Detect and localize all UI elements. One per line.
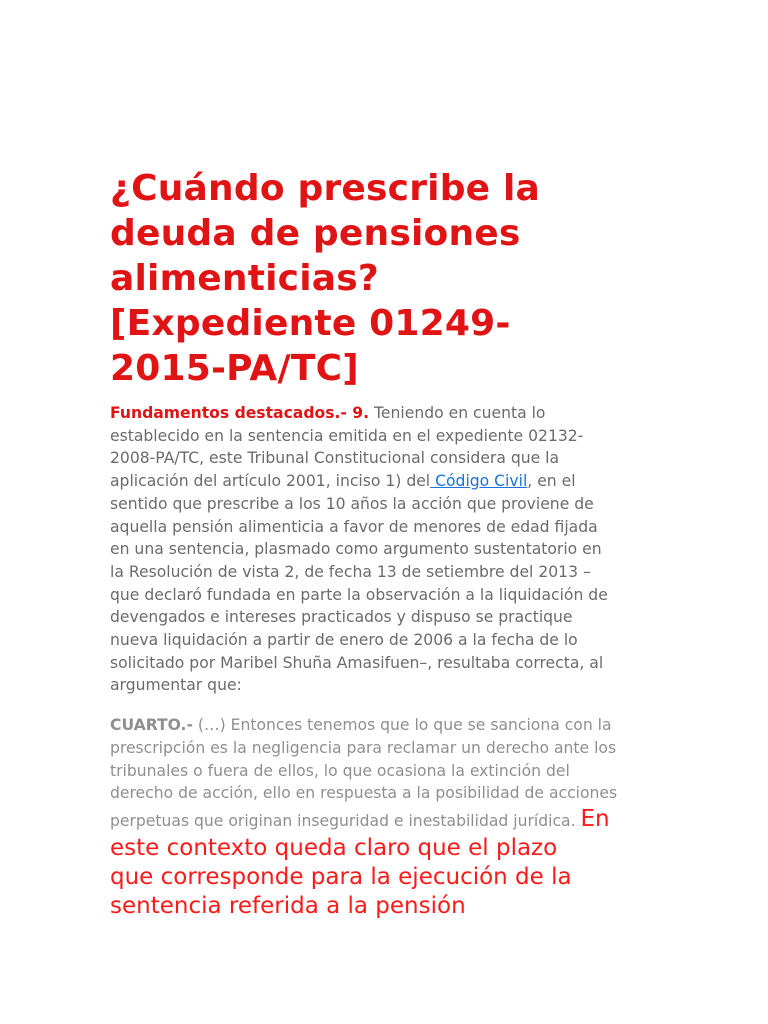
paragraph-line: tribunales o fuera de ellos, lo que ocasiona la extinción del [110,761,570,780]
article-body [110,166,658,921]
paragraph-line [110,714,658,737]
paragraph-line: que declaró fundada en parte la observación a la liquidación de [110,585,608,604]
paragraph-text: Teniendo en cuenta lo [369,404,546,422]
paragraph-line: derecho de acción, ello en respuesta a la posibilidad de acciones [110,784,618,803]
title-line: [Expediente 01249- [110,303,511,344]
emphasis-line: que corresponde para la ejecución de la [110,863,572,890]
codigo-civil-link[interactable]: Código Civil [430,472,528,491]
paragraph-line: argumentar que: [110,676,242,695]
paragraph-line: aquella pensión alimenticia a favor de menores de edad fijada [110,517,598,536]
title-line: alimenticias? [110,258,379,299]
paragraph-text: aplicación del artículo 2001, inciso 1) del [110,472,431,491]
paragraph-text: , en el [527,472,576,491]
paragraph-fundamentos [110,402,658,697]
emphasis-text: En [580,805,610,832]
emphasis-line: este contexto queda claro que el plazo [110,834,558,861]
cuarto-label: CUARTO.- [110,716,193,735]
paragraph-line: la Resolución de vista 2, de fecha 13 de setiembre del 2013 – [110,562,591,581]
paragraph-cuarto-quote [110,714,658,921]
paragraph-text: (…) Entonces tenemos que lo que se sanciona con la [192,716,612,735]
paragraph-text: perpetuas que originan inseguridad e inestabilidad jurídica. [110,811,581,830]
title-line: deuda de pensiones [110,213,521,254]
paragraph-line: sentido que prescribe a los 10 años la acción que proviene de [110,494,594,513]
article-title [110,166,658,391]
paragraph-line: establecido en la sentencia emitida en el expediente 02132- [110,426,584,445]
title-line: ¿Cuándo prescribe la [110,168,541,209]
paragraph-line: en una sentencia, plasmado como argumento sustentatorio en [110,540,602,559]
paragraph-line: nueva liquidación a partir de enero de 2006 a la fecha de lo [110,631,578,650]
paragraph-line: devengados e intereses practicados y dispuso se practique [110,608,573,627]
fundamentos-heading: Fundamentos destacados.- 9. [110,404,370,422]
emphasis-line: sentencia referida a la pensión [110,892,466,919]
paragraph-line: solicitado por Maribel Shuña Amasifuen–, resultaba correcta, al [110,653,604,672]
paragraph-line [110,470,658,493]
paragraph-line: prescripción es la negligencia para reclamar un derecho ante los [110,738,617,757]
paragraph-line [110,402,658,425]
title-line: 2015-PA/TC] [110,348,359,389]
paragraph-line [110,805,658,834]
paragraph-line: 2008-PA/TC, este Tribunal Constitucional considera que la [110,449,560,468]
